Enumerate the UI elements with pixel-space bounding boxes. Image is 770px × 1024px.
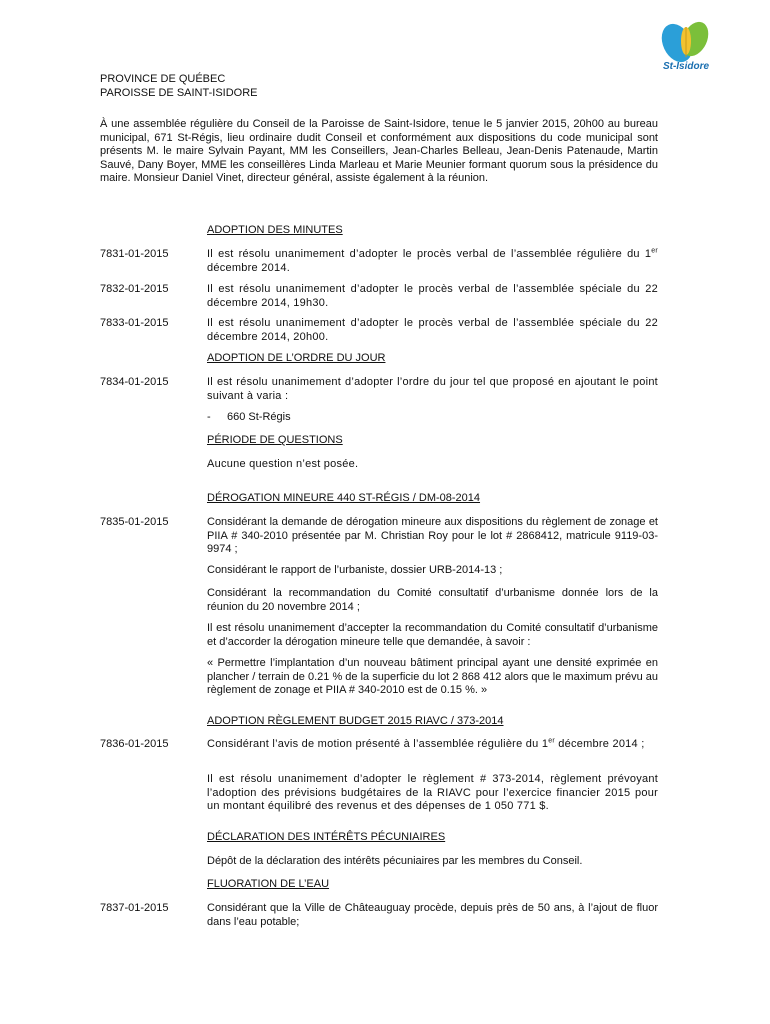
heading-water-fluoridation: FLUORATION DE L’EAU: [207, 878, 330, 890]
resolution-number: 7835-01-2015: [100, 516, 169, 528]
agenda-added-item: 660 St-Régis: [227, 411, 291, 423]
ordinal-suffix: er: [548, 737, 555, 745]
heading-financial-interests: DÉCLARATION DES INTÉRÊTS PÉCUNIAIRES: [207, 831, 446, 843]
logo-text: St-Isidore: [662, 61, 710, 72]
resolution-number: 7832-01-2015: [100, 283, 169, 295]
resolution-number: 7836-01-2015: [100, 738, 169, 750]
heading-adoption-minutes: ADOPTION DES MINUTES: [207, 224, 343, 236]
resolution-text: Il est résolu unanimement d’adopter le procès verbal de l’assemblée spéciale du 22 décembre 2014, 19h30.: [207, 283, 658, 309]
resolution-text-part: décembre 2014.: [207, 261, 290, 274]
parish-line: PAROISSE DE SAINT-ISIDORE: [100, 86, 258, 99]
resolution-number: 7831-01-2015: [100, 248, 169, 260]
heading-adoption-agenda: ADOPTION DE L’ORDRE DU JOUR: [207, 352, 386, 364]
resolution-text: [207, 248, 658, 275]
resolution-text-part: Il est résolu unanimement d’adopter le procès verbal de l’assemblée régulière du 1: [207, 248, 652, 260]
document-header: [100, 73, 258, 100]
question-period-text: Aucune question n’est posée.: [207, 458, 359, 470]
resolution-number: 7837-01-2015: [100, 902, 169, 914]
heading-question-period: PÉRIODE DE QUESTIONS: [207, 434, 343, 446]
budget-text-part: Considérant l’avis de motion présenté à l’assemblée régulière du 1: [207, 738, 549, 750]
heading-budget-bylaw: ADOPTION RÈGLEMENT BUDGET 2015 RIAVC / 373-2014: [207, 715, 504, 727]
financial-interests-text: Dépôt de la déclaration des intérêts pécuniaires par les membres du Conseil.: [207, 855, 583, 867]
bullet-dash: -: [207, 411, 211, 423]
derogation-paragraph-5: « Permettre l’implantation d’un nouveau bâtiment principal ayant une densité exprimée en plancher / terrain de 0.21 % de la superficie du lot 2 868 412 alors que le maximum prévu au règlement de zonage et PIIA # 340-2010 est de 0.15 %. »: [207, 657, 658, 696]
ordinal-suffix: er: [651, 247, 658, 255]
resolution-number: 7834-01-2015: [100, 376, 169, 388]
heading-minor-derogation: DÉROGATION MINEURE 440 ST-RÉGIS / DM-08-2014: [207, 492, 481, 504]
resolution-text: Il est résolu unanimement d’adopter l’ordre du jour tel que proposé en ajoutant le point suivant à varia :: [207, 376, 658, 402]
derogation-paragraph-4: Il est résolu unanimement d’accepter la recommandation du Comité consultatif d’urbanisme et d’accorder la dérogation mineure telle que demandée, à savoir :: [207, 622, 658, 648]
budget-paragraph-1: [207, 738, 658, 752]
derogation-paragraph-1: Considérant la demande de dérogation mineure aux dispositions du règlement de zonage et PIIA # 340-2010 présentée par M. Christian Roy pour le lot # 2868412, matricule 9119-03-9974 ;: [207, 516, 658, 555]
province-line: PROVINCE DE QUÉBEC: [100, 73, 226, 85]
resolution-number: 7833-01-2015: [100, 317, 169, 329]
budget-paragraph-2: Il est résolu unanimement d’adopter le règlement # 373-2014, règlement prévoyant l’adoption des prévisions budgétaires de la RIAVC pour l’exercice financier 2015 pour un montant équilibré des revenus et des dépenses de 1 050 771 $.: [207, 773, 658, 812]
fluoridation-text: Considérant que la Ville de Châteauguay procède, depuis près de 50 ans, à l’ajout de fluor dans l’eau potable;: [207, 902, 658, 928]
budget-text-part: décembre 2014 ;: [554, 738, 645, 750]
derogation-paragraph-2: Considérant le rapport de l’urbaniste, dossier URB-2014-13 ;: [207, 564, 503, 576]
resolution-text: Il est résolu unanimement d’adopter le procès verbal de l’assemblée spéciale du 22 décembre 2014, 20h00.: [207, 317, 658, 343]
st-isidore-logo: [655, 17, 717, 75]
intro-paragraph: À une assemblée régulière du Conseil de la Paroisse de Saint-Isidore, tenue le 5 janvier 2015, 20h00 au bureau municipal, 671 St-Régis, lieu ordinaire dudit Conseil et conformément aux dispositions du code municipal sont présents M. le maire Sylvain Payant, MM les Conseillers, Jean-Charles Belleau, Jean-Denis Patenaude, Martin Sauvé, Dany Boyer, MME les conseillères Linda Marleau et Marie Meunier formant quorum sous la présidence du maire. Monsieur Daniel Vinet, directeur général, assiste également à la réunion.: [100, 118, 658, 184]
derogation-paragraph-3: Considérant la recommandation du Comité consultatif d’urbanisme donnée lors de la réunion du 20 novembre 2014 ;: [207, 587, 658, 613]
